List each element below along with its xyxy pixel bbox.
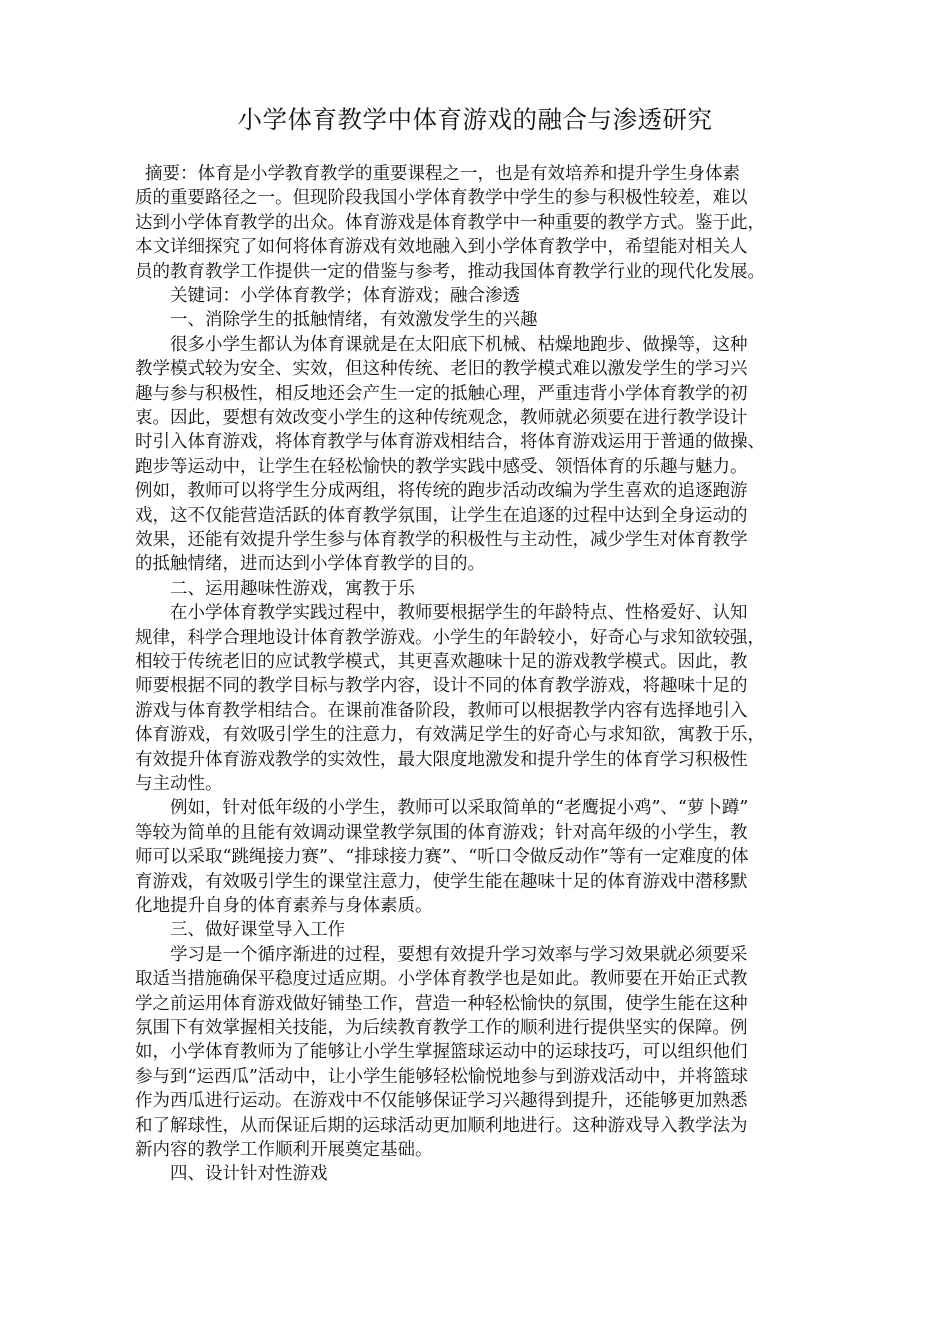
body-text-line: 有效提升体育游戏教学的实效性，最大限度地激发和提升学生的体育学习积极性 bbox=[135, 749, 748, 770]
body-text-line: 和了解球性，从而保证后期的运球活动更加顺利地进行。这种游戏导入教学法为 bbox=[135, 1115, 748, 1136]
body-text-line: 时引入体育游戏，将体育教学与体育游戏相结合，将体育游戏运用于普通的做操、 bbox=[135, 432, 765, 453]
body-text-line: 相较于传统老旧的应试教学模式，其更喜欢趣味十足的游戏教学模式。因此，教 bbox=[135, 652, 748, 672]
body-text-line: 趣与参与积极性，相反地还会产生一定的抵触心理，严重违背小学体育教学的初 bbox=[135, 383, 748, 404]
body-text-line: 很多小学生都认为体育课就是在太阳底下机械、枯燥地跑步、做操等，这种 bbox=[170, 334, 748, 355]
body-text-line: 取适当措施确保平稳度过适应期。小学体育教学也是如此。教师要在开始正式教 bbox=[135, 969, 748, 990]
body-text-line: 关键词：小学体育教学；体育游戏；融合渗透 bbox=[170, 286, 520, 306]
body-text-line: 戏，这不仅能营造活跃的体育教学氛围，让学生在追逐的过程中达到全身运动的 bbox=[135, 505, 748, 526]
body-text-line: 一、消除学生的抵触情绪，有效激发学生的兴趣 bbox=[170, 310, 538, 331]
body-text-line: 的抵触情绪，进而达到小学体育教学的目的。 bbox=[135, 554, 485, 575]
body-text-line: 新内容的教学工作顺利开展奠定基础。 bbox=[135, 1140, 433, 1160]
body-text-line: 教学模式较为安全、实效，但这种传统、老旧的教学模式难以激发学生的学习兴 bbox=[135, 359, 748, 380]
body-text-line: 学习是一个循序渐进的过程，要想有效提升学习效率与学习效果就必须要采 bbox=[170, 944, 748, 965]
body-text-line: 摘要：体育是小学教育教学的重要课程之一，也是有效培养和提升学生身体素 bbox=[145, 164, 740, 184]
body-text-line: 氛围下有效掌握相关技能，为后续教育教学工作的顺利进行提供坚实的保障。例 bbox=[135, 1018, 748, 1038]
body-text-line: 游戏与体育教学相结合。在课前准备阶段，教师可以根据教学内容有选择地引入 bbox=[135, 700, 748, 721]
body-text-line: 例如，教师可以将学生分成两组，将传统的跑步活动改编为学生喜欢的追逐跑游 bbox=[135, 481, 748, 502]
body-text-line: 与主动性。 bbox=[135, 774, 223, 794]
body-text-line: 本文详细探究了如何将体育游戏有效地融入到小学体育教学中，希望能对相关人 bbox=[135, 237, 748, 258]
body-text-line: 如，小学体育教师为了能够让小学生掌握篮球运动中的运球技巧，可以组织他们 bbox=[135, 1042, 748, 1063]
body-text-line: 在小学体育教学实践过程中，教师要根据学生的年龄特点、性格爱好、认知 bbox=[170, 603, 748, 624]
document-title: 小学体育教学中体育游戏的融合与渗透研究 bbox=[237, 105, 713, 134]
body-text-line: 等较为简单的且能有效调动课堂教学氛围的体育游戏；针对高年级的小学生，教 bbox=[135, 822, 748, 843]
body-text-line: 四、设计针对性游戏 bbox=[170, 1164, 328, 1185]
body-text-line: 三、做好课堂导入工作 bbox=[170, 920, 345, 941]
body-text-line: 师可以采取“跳绳接力赛”、“排球接力赛”、“听口令做反动作”等有一定难度的体 bbox=[135, 847, 749, 868]
body-text-line: 衷。因此，要想有效改变小学生的这种传统观念，教师就必须要在进行教学设计 bbox=[135, 408, 748, 428]
body-text-line: 育游戏，有效吸引学生的课堂注意力，使学生能在趣味十足的体育游戏中潜移默 bbox=[135, 871, 748, 892]
body-text-line: 达到小学体育教学的出众。体育游戏是体育教学中一种重要的教学方式。鉴于此， bbox=[135, 212, 765, 233]
body-text-line: 跑步等运动中，让学生在轻松愉快的教学实践中感受、领悟体育的乐趣与魅力。 bbox=[135, 456, 748, 477]
body-text-line: 二、运用趣味性游戏，寓教于乐 bbox=[170, 578, 415, 599]
body-text-line: 师要根据不同的教学目标与教学内容，设计不同的体育教学游戏，将趣味十足的 bbox=[135, 676, 748, 697]
body-text-line: 体育游戏，有效吸引学生的注意力，有效满足学生的好奇心与求知欲，寓教于乐， bbox=[135, 725, 765, 746]
body-text-line: 例如，针对低年级的小学生，教师可以采取简单的“老鹰捉小鸡”、“萝卜蹲” bbox=[170, 798, 749, 819]
body-text-line: 规律，科学合理地设计体育教学游戏。小学生的年龄较小，好奇心与求知欲较强， bbox=[135, 627, 765, 648]
body-text-line: 质的重要路径之一。但现阶段我国小学体育教学中学生的参与积极性较差，难以 bbox=[135, 188, 748, 209]
body-text-line: 作为西瓜进行运动。在游戏中不仅能够保证学习兴趣得到提升，还能够更加熟悉 bbox=[135, 1091, 748, 1112]
body-text-line: 效果，还能有效提升学生参与体育教学的积极性与主动性，减少学生对体育教学 bbox=[135, 530, 748, 550]
body-text-line: 员的教育教学工作提供一定的借鉴与参考，推动我国体育教学行业的现代化发展。 bbox=[135, 261, 765, 282]
body-text-line: 参与到“运西瓜”活动中，让小学生能够轻松愉悦地参与到游戏活动中，并将篮球 bbox=[135, 1066, 748, 1087]
body-text-line: 化地提升自身的体育素养与身体素质。 bbox=[135, 896, 433, 916]
body-text-line: 学之前运用体育游戏做好铺垫工作，营造一种轻松愉快的氛围，使学生能在这种 bbox=[135, 993, 748, 1014]
